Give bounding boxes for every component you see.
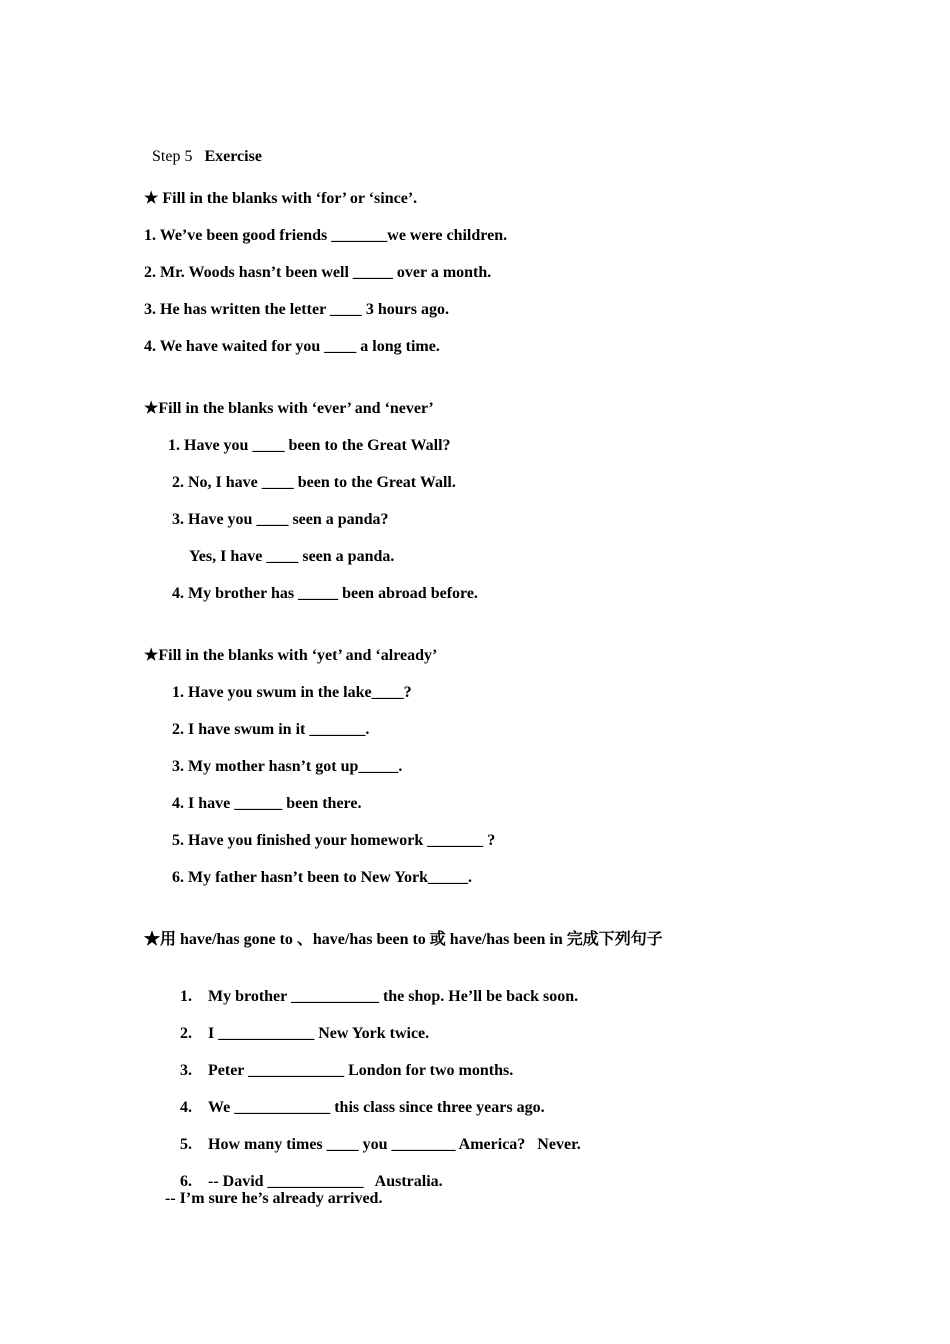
item-number: 6. — [180, 1173, 192, 1190]
step-label: Step 5 — [152, 148, 193, 165]
section-yet-already-item-2: 2. I have swum in it _______. — [172, 721, 370, 738]
item-text: How many times ____ you ________ America? Never. — [208, 1136, 581, 1153]
section-gone-been-item-1 — [172, 967, 578, 1007]
item-number: 3. — [180, 1062, 192, 1079]
section-ever-never-item-4: 4. My brother has _____ been abroad before. — [172, 585, 478, 602]
item-text: My brother ___________ the shop. He’ll be back soon. — [208, 988, 579, 1005]
section-yet-already-heading: ★Fill in the blanks with ‘yet’ and ‘already’ — [144, 647, 438, 664]
item-number: 5. — [180, 1136, 192, 1153]
item-text: -- David ____________ Australia. — [208, 1173, 443, 1190]
section-gone-been-item-5 — [172, 1115, 581, 1155]
section-ever-never-item-3-answer: Yes, I have ____ seen a panda. — [189, 548, 395, 565]
section-ever-never-item-3: 3. Have you ____ seen a panda? — [172, 511, 389, 528]
section-for-since-item-2: 2. Mr. Woods hasn’t been well _____ over a month. — [144, 264, 492, 281]
section-for-since-item-3: 3. He has written the letter ____ 3 hours ago. — [144, 301, 449, 318]
section-yet-already-item-6: 6. My father hasn’t been to New York_____. — [172, 869, 472, 886]
section-ever-never-item-2: 2. No, I have ____ been to the Great Wall. — [172, 474, 456, 491]
section-for-since-item-1: 1. We’ve been good friends _______we were children. — [144, 227, 508, 244]
item-number: 1. — [180, 988, 192, 1005]
section-yet-already-item-5: 5. Have you finished your homework _______ ? — [172, 832, 496, 849]
step-title: Exercise — [204, 148, 262, 165]
section-yet-already-item-3: 3. My mother hasn’t got up_____. — [172, 758, 403, 775]
item-number: 2. — [180, 1025, 192, 1042]
item-number: 4. — [180, 1099, 192, 1116]
section-ever-never-item-1: 1. Have you ____ been to the Great Wall? — [168, 437, 451, 454]
section-gone-been-heading: ★用 have/has gone to 、have/has been to 或 have/has been in 完成下列句子 — [144, 931, 663, 948]
step-heading — [144, 127, 262, 167]
section-gone-been-reply: -- I’m sure he’s already arrived. — [165, 1190, 383, 1207]
section-yet-already-item-1: 1. Have you swum in the lake____? — [172, 684, 412, 701]
section-ever-never-heading: ★Fill in the blanks with ‘ever’ and ‘never’ — [144, 400, 434, 417]
section-gone-been-item-4 — [172, 1078, 545, 1118]
section-gone-been-item-3 — [172, 1041, 513, 1081]
item-text: Peter ____________ London for two months. — [208, 1062, 514, 1079]
item-text: We ____________ this class since three years ago. — [208, 1099, 545, 1116]
item-text: I ____________ New York twice. — [208, 1025, 430, 1042]
section-gone-been-item-6 — [172, 1152, 443, 1192]
section-for-since-heading: ★ Fill in the blanks with ‘for’ or ‘since’. — [144, 190, 418, 207]
section-gone-been-item-2 — [172, 1004, 429, 1044]
section-for-since-item-4: 4. We have waited for you ____ a long time. — [144, 338, 440, 355]
section-yet-already-item-4: 4. I have ______ been there. — [172, 795, 362, 812]
